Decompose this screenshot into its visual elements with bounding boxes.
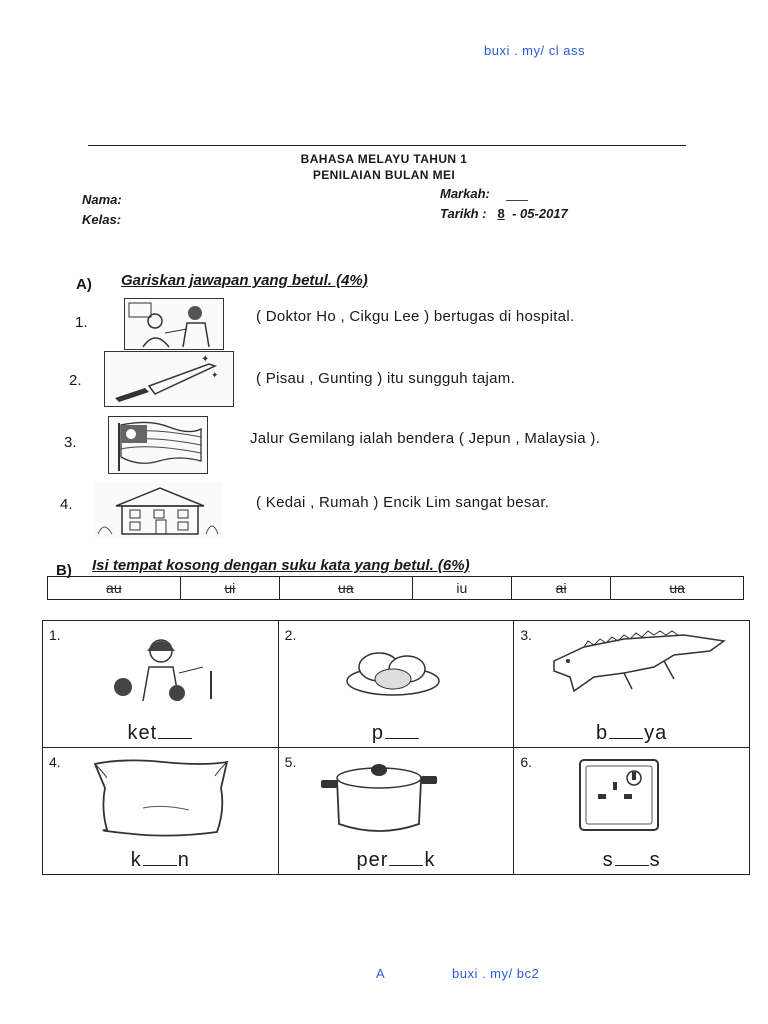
cell-5-word [279, 849, 514, 872]
cell-1-blank[interactable] [158, 738, 192, 739]
worksheet-subtitle: PENILAIAN BULAN MEI [312, 168, 456, 182]
question-4-text: ( Kedai , Rumah ) Encik Lim sangat besar. [256, 494, 550, 511]
cell-6-number: 6. [520, 754, 532, 770]
syllable-table [47, 576, 744, 600]
cell-3-number: 3. [520, 627, 532, 643]
answer-cell-1 [43, 621, 279, 748]
flag-drawing [109, 417, 207, 473]
question-3-text: Jalur Gemilang ialah bendera ( Jepun , Malaysia ). [250, 430, 601, 447]
house-drawing [94, 482, 222, 538]
cell-5-after: k [424, 849, 436, 871]
knife-picture [104, 351, 234, 407]
cloth-drawing [43, 748, 277, 848]
answer-cell-5 [278, 748, 514, 875]
crocodile-drawing [514, 621, 748, 721]
cell-6-after: s [649, 849, 661, 871]
section-b-title: Isi tempat kosong dengan suku kata yang betul. (6%) [92, 557, 470, 574]
cell-5-blank[interactable] [389, 865, 423, 866]
question-1-number: 1. [75, 314, 88, 331]
question-2-text: ( Pisau , Gunting ) itu sungguh tajam. [256, 370, 516, 387]
buns-drawing [279, 621, 513, 721]
top-rule [88, 145, 686, 146]
cell-4-after: n [177, 849, 190, 871]
tarikh-label [440, 206, 568, 221]
syllable-4: iu [412, 577, 511, 600]
cell-2-before: p [371, 722, 385, 744]
footer-link-a[interactable]: A [376, 966, 386, 981]
cell-1-word [43, 722, 278, 745]
cell-6-word [514, 849, 749, 872]
syllable-6: ua [611, 577, 744, 600]
socket-drawing [514, 748, 748, 848]
answer-cell-2 [278, 621, 514, 748]
cell-2-number: 2. [284, 627, 297, 643]
section-a-letter: A) [76, 276, 92, 293]
answer-cell-4 [43, 748, 279, 875]
section-b-letter: B) [56, 562, 72, 579]
teacher-drawing [43, 621, 277, 721]
cell-1-before: ket [127, 722, 158, 744]
nama-label: Nama: [82, 192, 122, 207]
svg-text:✦: ✦ [211, 370, 219, 380]
doctor-picture [124, 298, 224, 350]
cell-4-number: 4. [49, 754, 61, 770]
cell-2-word [279, 722, 514, 745]
svg-text:✦: ✦ [201, 354, 210, 365]
markah-label: Markah: [440, 186, 490, 201]
cell-1-number: 1. [49, 627, 61, 643]
cell-3-word [514, 722, 749, 745]
syllable-3: ua [279, 577, 412, 600]
question-1-text: ( Doktor Ho , Cikgu Lee ) bertugas di hospital. [256, 308, 575, 325]
cell-5-before: per [356, 849, 389, 871]
tarikh-day: 8 [497, 206, 505, 221]
cell-3-blank[interactable] [609, 738, 643, 739]
footer-link[interactable]: buxi . my/ bc2 [452, 966, 540, 981]
syllable-2: ui [180, 577, 279, 600]
cell-4-before: k [130, 849, 142, 871]
answer-cell-6 [514, 748, 750, 875]
doctor-drawing [125, 299, 223, 349]
section-a-title: Gariskan jawapan yang betul. (4%) [121, 272, 368, 289]
cell-3-after: ya [644, 722, 668, 744]
flag-picture [108, 416, 208, 474]
question-2-number: 2. [69, 372, 82, 389]
knife-drawing [105, 352, 233, 406]
syllable-1: au [48, 577, 181, 600]
cell-6-before: s [602, 849, 614, 871]
answer-grid [42, 620, 750, 875]
cell-4-word [43, 849, 278, 872]
pot-drawing [279, 748, 513, 848]
syllable-5: ai [511, 577, 610, 600]
tarikh-month-year: - 05-2017 [512, 206, 568, 221]
tarikh-label-text: Tarikh : [440, 206, 487, 221]
cell-4-blank[interactable] [143, 865, 177, 866]
cell-6-blank[interactable] [615, 865, 649, 866]
cell-2-blank[interactable] [385, 738, 419, 739]
header-link[interactable]: buxi . my/ cl ass [484, 43, 585, 58]
answer-cell-3 [514, 621, 750, 748]
cell-3-before: b [596, 722, 609, 744]
markah-blank [506, 200, 528, 201]
question-4-number: 4. [60, 496, 73, 513]
kelas-label: Kelas: [82, 212, 122, 227]
worksheet-title: BAHASA MELAYU TAHUN 1 [300, 152, 468, 166]
cell-5-number: 5. [284, 754, 297, 770]
house-picture [94, 482, 222, 538]
question-3-number: 3. [64, 434, 77, 451]
